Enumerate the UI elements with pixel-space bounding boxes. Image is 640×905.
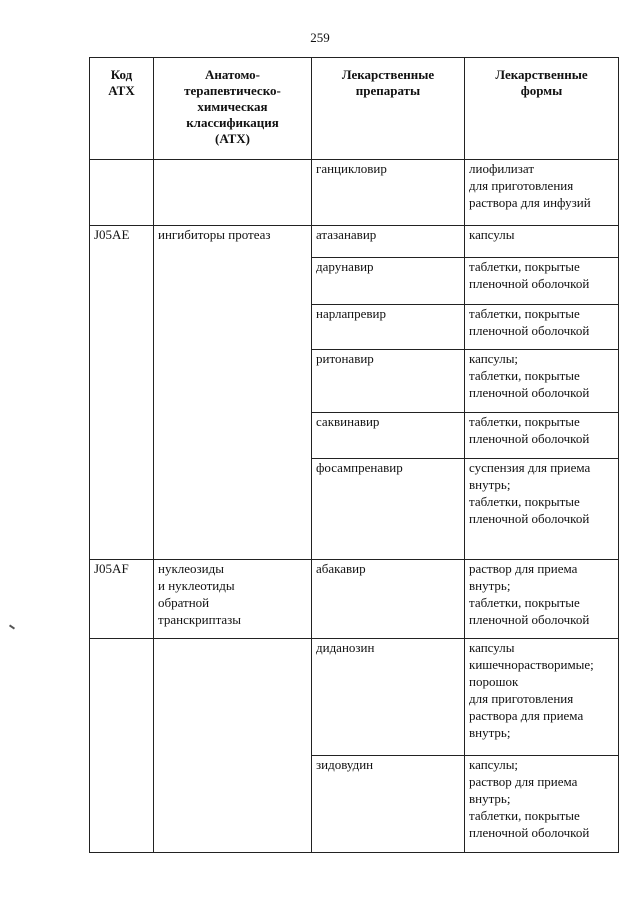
dosage-form-cell: таблетки, покрытые пленочной оболочкой — [465, 305, 619, 350]
atx-code-cell — [90, 459, 154, 560]
atx-class-cell: нуклеозиды и нуклеотиды обратной транскриптазы — [154, 560, 312, 639]
table-row — [90, 560, 619, 639]
dosage-form-cell: раствор для приема внутрь; таблетки, покрытые пленочной оболочкой — [465, 560, 619, 639]
dosage-form-cell: лиофилизат для приготовления раствора для инфузий — [465, 160, 619, 226]
table-row — [90, 258, 619, 305]
table-row — [90, 756, 619, 853]
table-row — [90, 226, 619, 258]
atx-class-cell — [154, 459, 312, 560]
atx-code-cell — [90, 350, 154, 413]
drug-cell: диданозин — [312, 639, 465, 756]
header-drugs: Лекарственные препараты — [312, 58, 465, 160]
atx-code-cell — [90, 305, 154, 350]
atx-code-cell — [90, 413, 154, 459]
header-dosage-forms: Лекарственные формы — [465, 58, 619, 160]
drug-cell: дарунавир — [312, 258, 465, 305]
atx-code-cell — [90, 639, 154, 756]
header-atx-classification: Анатомо- терапевтическо- химическая классификация (АТХ) — [154, 58, 312, 160]
drug-cell: саквинавир — [312, 413, 465, 459]
atx-drug-table — [89, 57, 619, 853]
table-row — [90, 459, 619, 560]
table-row — [90, 639, 619, 756]
table-row — [90, 413, 619, 459]
atx-class-cell: ингибиторы протеаз — [154, 226, 312, 258]
dosage-form-cell: капсулы кишечнорастворимые; порошок для приготовления раствора для приема внутрь; — [465, 639, 619, 756]
atx-class-cell — [154, 639, 312, 756]
dosage-form-cell: капсулы; раствор для приема внутрь; таблетки, покрытые пленочной оболочкой — [465, 756, 619, 853]
page-number: 259 — [310, 30, 330, 45]
scan-mark — [9, 624, 15, 629]
drug-cell: атазанавир — [312, 226, 465, 258]
header-atx-code: Код ATX — [90, 58, 154, 160]
dosage-form-cell: капсулы; таблетки, покрытые пленочной оболочкой — [465, 350, 619, 413]
drug-cell: зидовудин — [312, 756, 465, 853]
table-row — [90, 350, 619, 413]
dosage-form-cell: таблетки, покрытые пленочной оболочкой — [465, 258, 619, 305]
drug-cell: нарлапревир — [312, 305, 465, 350]
dosage-form-cell: суспензия для приема внутрь; таблетки, покрытые пленочной оболочкой — [465, 459, 619, 560]
atx-class-cell — [154, 305, 312, 350]
drug-cell: ритонавир — [312, 350, 465, 413]
atx-class-cell — [154, 413, 312, 459]
atx-code-cell — [90, 258, 154, 305]
dosage-form-cell: капсулы — [465, 226, 619, 258]
atx-class-cell — [154, 258, 312, 305]
atx-code-cell: J05AE — [90, 226, 154, 258]
atx-code-cell — [90, 756, 154, 853]
atx-class-cell — [154, 160, 312, 226]
drug-cell: фосампренавир — [312, 459, 465, 560]
atx-code-cell: J05AF — [90, 560, 154, 639]
dosage-form-cell: таблетки, покрытые пленочной оболочкой — [465, 413, 619, 459]
atx-code-cell — [90, 160, 154, 226]
table-row — [90, 160, 619, 226]
atx-class-cell — [154, 756, 312, 853]
table-header-row — [90, 58, 619, 160]
drug-cell: ганцикловир — [312, 160, 465, 226]
table-row — [90, 305, 619, 350]
drug-cell: абакавир — [312, 560, 465, 639]
atx-class-cell — [154, 350, 312, 413]
